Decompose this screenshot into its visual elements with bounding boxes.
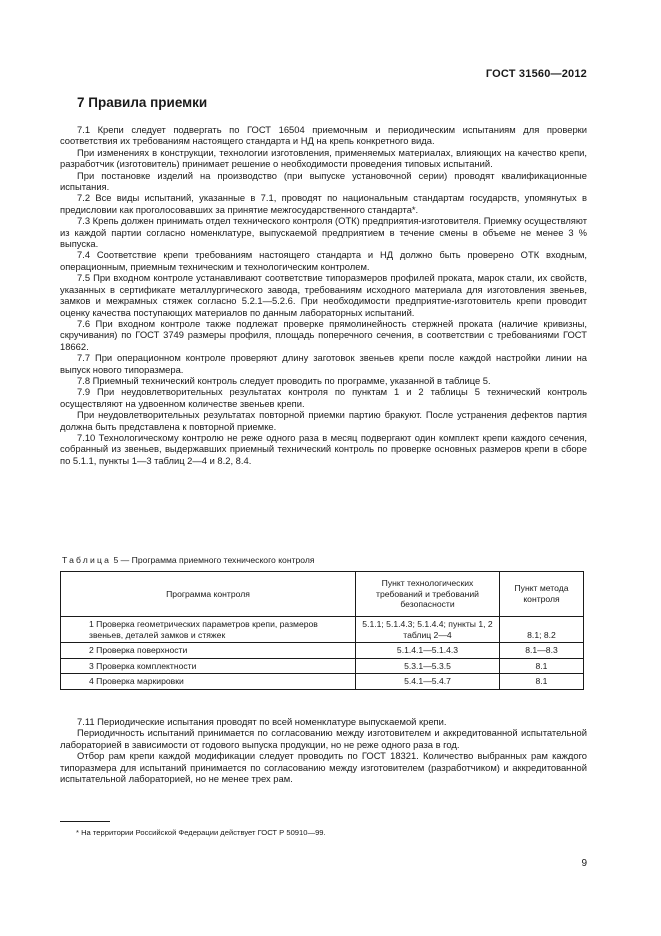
table-cell-requirements: 5.1.4.1—5.1.4.3 bbox=[356, 643, 500, 659]
footnote: * На территории Российской Федерации действует ГОСТ Р 50910—99. bbox=[76, 828, 326, 837]
table-cell-program: 4 Проверка маркировки bbox=[61, 674, 356, 690]
table-row bbox=[61, 643, 584, 659]
table-header-row bbox=[61, 572, 584, 617]
standard-header: ГОСТ 31560—2012 bbox=[485, 68, 587, 80]
table-cell-method: 8.1—8.3 bbox=[500, 643, 584, 659]
paragraph: 7.9 При неудовлетворительных результатах контроля по пунктам 1 и 2 таблицы 5 технический контроль осуществляют на удвоенном количестве звеньев крепи. bbox=[60, 386, 587, 409]
paragraph: 7.8 Приемный технический контроль следует проводить по программе, указанной в таблице 5. bbox=[77, 374, 491, 386]
table-caption bbox=[62, 555, 315, 565]
table-cell-program: 2 Проверка поверхности bbox=[61, 643, 356, 659]
table-cell-program: 3 Проверка комплектности bbox=[61, 658, 356, 674]
table-row bbox=[61, 617, 584, 643]
table-cell-requirements: 5.4.1—5.4.7 bbox=[356, 674, 500, 690]
paragraph: 7.7 При операционном контроле проверяют длину заготовок звеньев крепи после каждой настройки линии на выпуск нового типоразмера. bbox=[60, 352, 587, 375]
paragraph: 7.3 Крепь должен принимать отдел технического контроля (ОТК) предприятия-изготовителя. Приемку осуществляют из каждой партии согласно номенклатуре, выпускаемой предприятием в течение смены в объеме не менее 3 % выпуска. bbox=[60, 215, 587, 250]
paragraph: При неудовлетворительных результатах повторной приемки партию бракуют. После устранения дефектов партия должна быть представлена к повторной приемке. bbox=[60, 409, 587, 432]
paragraph: Отбор рам крепи каждой модификации следует проводить по ГОСТ 18321. Количество выбранных рам каждого типоразмера для испытаний принимается по согласованию между изготовителем (разработчиком) и аккредитованной испытательной лабораторией, но не менее трех рам. bbox=[60, 750, 587, 785]
control-program-table bbox=[60, 571, 584, 690]
body-text-top bbox=[60, 124, 587, 466]
table-row bbox=[61, 658, 584, 674]
paragraph: 7.2 Все виды испытаний, указанные в 7.1, проводят по национальным стандартам государств, упомянутых в предисловии как проголосовавших за принятие межгосударственного стандарта*. bbox=[60, 192, 587, 215]
paragraph: 7.4 Соответствие крепи требованиям настоящего стандарта и НД должно быть проверено ОТК входным, операционным, приемным техническим и технологическим контролем. bbox=[60, 249, 587, 272]
paragraph: 7.5 При входном контроле устанавливают соответствие типоразмеров профилей проката, марок стали, их свойств, указанных в сертификате металлургического завода, требованиям исходного материала для изготовления звеньев, замков и межрамных стяжек согласно 5.2.1—5.2.6. При необходимости предприятие-изготовитель крепи проводит оценку качества поступающих материалов по данным лабораторных испытаний. bbox=[60, 272, 587, 318]
table-cell-program: 1 Проверка геометрических параметров крепи, размеров звеньев, деталей замков и стяжек bbox=[61, 617, 356, 643]
table-cell-method: 8.1; 8.2 bbox=[500, 617, 584, 643]
page-number: 9 bbox=[581, 858, 587, 869]
body-text-bottom bbox=[60, 716, 587, 784]
table-header-cell: Пункт технологических требований и требований безопасности bbox=[356, 572, 500, 617]
paragraph: 7.10 Технологическому контролю не реже одного раза в месяц подвергают один комплект крепи каждого сечения, собранный из звеньев, выдержавших приемный технический контроль по проверке основных размеров крепи в сборе по 5.1.1, пункты 1—3 таблиц 2—4 и 8.2, 8.4. bbox=[60, 431, 587, 466]
paragraph: Периодичность испытаний принимается по согласованию между изготовителем и аккредитованной испытательной лабораторией в зависимости от годового выпуска продукции, но не реже одного раза в год. bbox=[60, 727, 587, 750]
paragraph: 7.11 Периодические испытания проводят по всей номенклатуре выпускаемой крепи. bbox=[77, 716, 447, 727]
paragraph: 7.1 Крепи следует подвергать по ГОСТ 16504 приемочным и периодическим испытаниям для проверки соответствия их требованиям настоящего стандарта и НД на крепь конкретного вида. bbox=[60, 124, 587, 147]
table-cell-requirements: 5.3.1—5.3.5 bbox=[356, 658, 500, 674]
table-caption-text: 5 — Программа приемного технического контроля bbox=[111, 555, 315, 565]
section-title: 7 Правила приемки bbox=[77, 95, 208, 110]
paragraph: При изменениях в конструкции, технологии изготовления, применяемых материалах, влияющих на качество крепи, разработчик (изготовитель) принимает решение о необходимости проведения типовых испытаний. bbox=[60, 146, 587, 170]
table-header-cell: Программа контроля bbox=[61, 572, 356, 617]
table-row bbox=[61, 674, 584, 690]
table-cell-requirements: 5.1.1; 5.1.4.3; 5.1.4.4; пункты 1, 2 таблиц 2—4 bbox=[356, 617, 500, 643]
paragraph: 7.6 При входном контроле также подлежат проверке прямолинейность стержней проката (наличие кривизны, скручивания) по ГОСТ 3749 размеры профиля, площадь поперечного сечения, в соответствии с требованиями ГОСТ 18662. bbox=[60, 317, 587, 352]
table-cell-method: 8.1 bbox=[500, 674, 584, 690]
table-cell-method: 8.1 bbox=[500, 658, 584, 674]
table-caption-prefix: Таблица bbox=[62, 555, 112, 565]
paragraph: При постановке изделий на производство (при выпуске установочной серии) проводят квалификационные испытания. bbox=[60, 169, 587, 193]
table-header-cell: Пункт метода контроля bbox=[500, 572, 584, 617]
footnote-divider bbox=[60, 821, 110, 822]
